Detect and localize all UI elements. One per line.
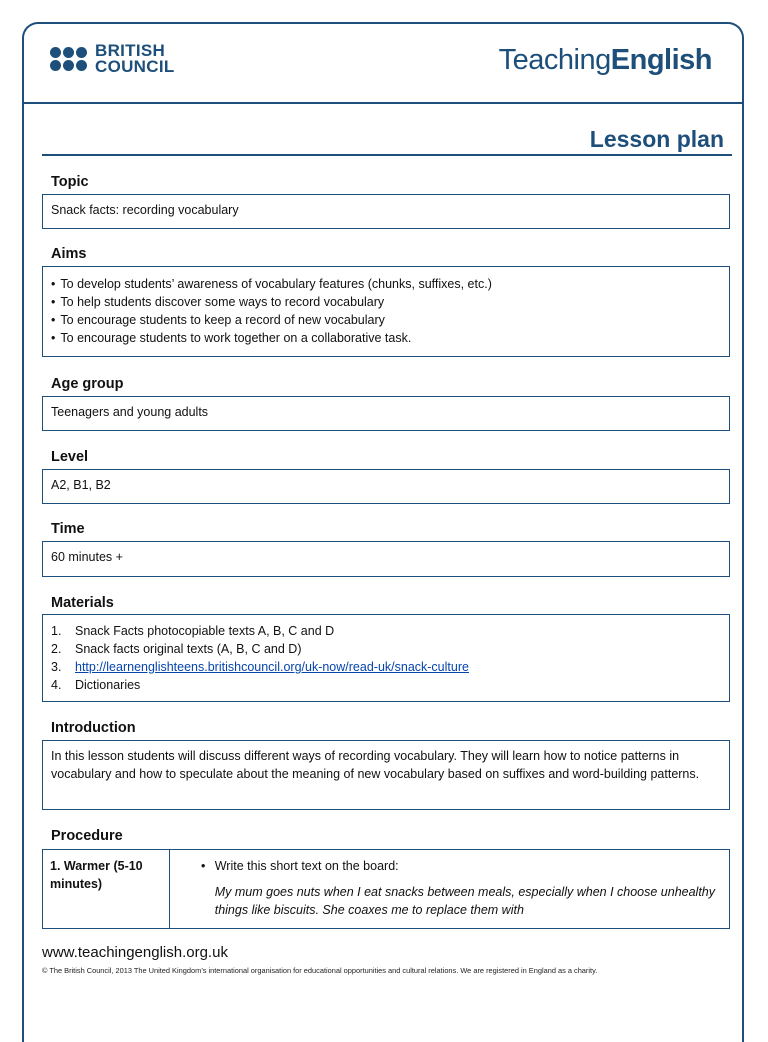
logo-text-line2: COUNCIL bbox=[95, 57, 175, 76]
aims-label: Aims bbox=[51, 246, 87, 262]
british-council-dots-icon bbox=[50, 47, 87, 71]
material-number: 1. bbox=[51, 624, 62, 638]
material-number: 2. bbox=[51, 642, 62, 656]
procedure-quote: My mum goes nuts when I eat snacks between meals, especially when I choose unhealthy things like biscuits. She coaxes me to replace them with bbox=[214, 885, 716, 917]
bullet: • bbox=[201, 859, 206, 873]
topic-value: Snack facts: recording vocabulary bbox=[51, 203, 239, 217]
introduction-text: In this lesson students will discuss different ways of recording vocabulary. They will learn how to notice patterns in vocabulary and how to speculate about the meaning of new vocabulary based on suffixes and word-building patterns. bbox=[51, 749, 700, 781]
introduction-box bbox=[42, 740, 730, 810]
time-box bbox=[42, 541, 730, 577]
aims-box bbox=[42, 266, 730, 357]
material-text: Snack Facts photocopiable texts A, B, C and D bbox=[75, 624, 335, 638]
procedure-content-cell bbox=[170, 850, 730, 929]
material-text: Dictionaries bbox=[75, 678, 141, 692]
procedure-instruction: Write this short text on the board: bbox=[214, 859, 399, 873]
material-item bbox=[51, 622, 721, 640]
introduction-label: Introduction bbox=[51, 720, 136, 736]
footer-copyright: © The British Council, 2013 The United Kingdom’s international organisation for educational opportunities and cultural relations. We are registered in England as a charity. bbox=[42, 966, 598, 975]
aim-item: • To encourage students to work together on a collaborative task. bbox=[51, 329, 721, 347]
procedure-step-cell bbox=[43, 850, 170, 929]
material-number: 4. bbox=[51, 678, 62, 692]
logo-english: English bbox=[610, 44, 712, 76]
material-item bbox=[51, 676, 721, 694]
age-group-value: Teenagers and young adults bbox=[51, 405, 209, 419]
material-text: Snack facts original texts (A, B, C and D) bbox=[75, 642, 302, 656]
british-council-logo bbox=[50, 43, 175, 75]
materials-box bbox=[42, 614, 730, 702]
logo-teaching: Teaching bbox=[498, 44, 611, 76]
procedure-label: Procedure bbox=[51, 828, 123, 844]
procedure-table bbox=[42, 849, 730, 929]
page-title: Lesson plan bbox=[589, 126, 724, 152]
level-value: A2, B1, B2 bbox=[51, 478, 111, 492]
material-item bbox=[51, 658, 721, 676]
teaching-english-logo bbox=[499, 44, 712, 77]
time-value: 60 minutes + bbox=[51, 550, 123, 564]
material-number: 3. bbox=[51, 660, 62, 674]
material-item bbox=[51, 640, 721, 658]
snack-culture-link[interactable]: http://learnenglishteens.britishcouncil.org/uk-now/read-uk/snack-culture bbox=[75, 660, 469, 674]
topic-label: Topic bbox=[51, 174, 89, 190]
aim-item: • To encourage students to keep a record of new vocabulary bbox=[51, 311, 721, 329]
time-label: Time bbox=[51, 521, 85, 537]
materials-label: Materials bbox=[51, 595, 114, 611]
footer-url: www.teachingenglish.org.uk bbox=[42, 944, 228, 961]
header-divider bbox=[22, 102, 744, 104]
topic-box bbox=[42, 194, 730, 229]
level-label: Level bbox=[51, 449, 89, 465]
aim-item: • To help students discover some ways to record vocabulary bbox=[51, 293, 721, 311]
level-box bbox=[42, 469, 730, 504]
logo-text-line1: BRITISH bbox=[95, 41, 166, 60]
table-row bbox=[43, 850, 730, 929]
aim-item: • To develop students’ awareness of vocabulary features (chunks, suffixes, etc.) bbox=[51, 275, 721, 293]
title-underline bbox=[42, 154, 732, 156]
age-group-label: Age group bbox=[51, 376, 124, 392]
age-group-box bbox=[42, 396, 730, 431]
procedure-step-title: 1. Warmer (5-10 minutes) bbox=[50, 859, 143, 891]
